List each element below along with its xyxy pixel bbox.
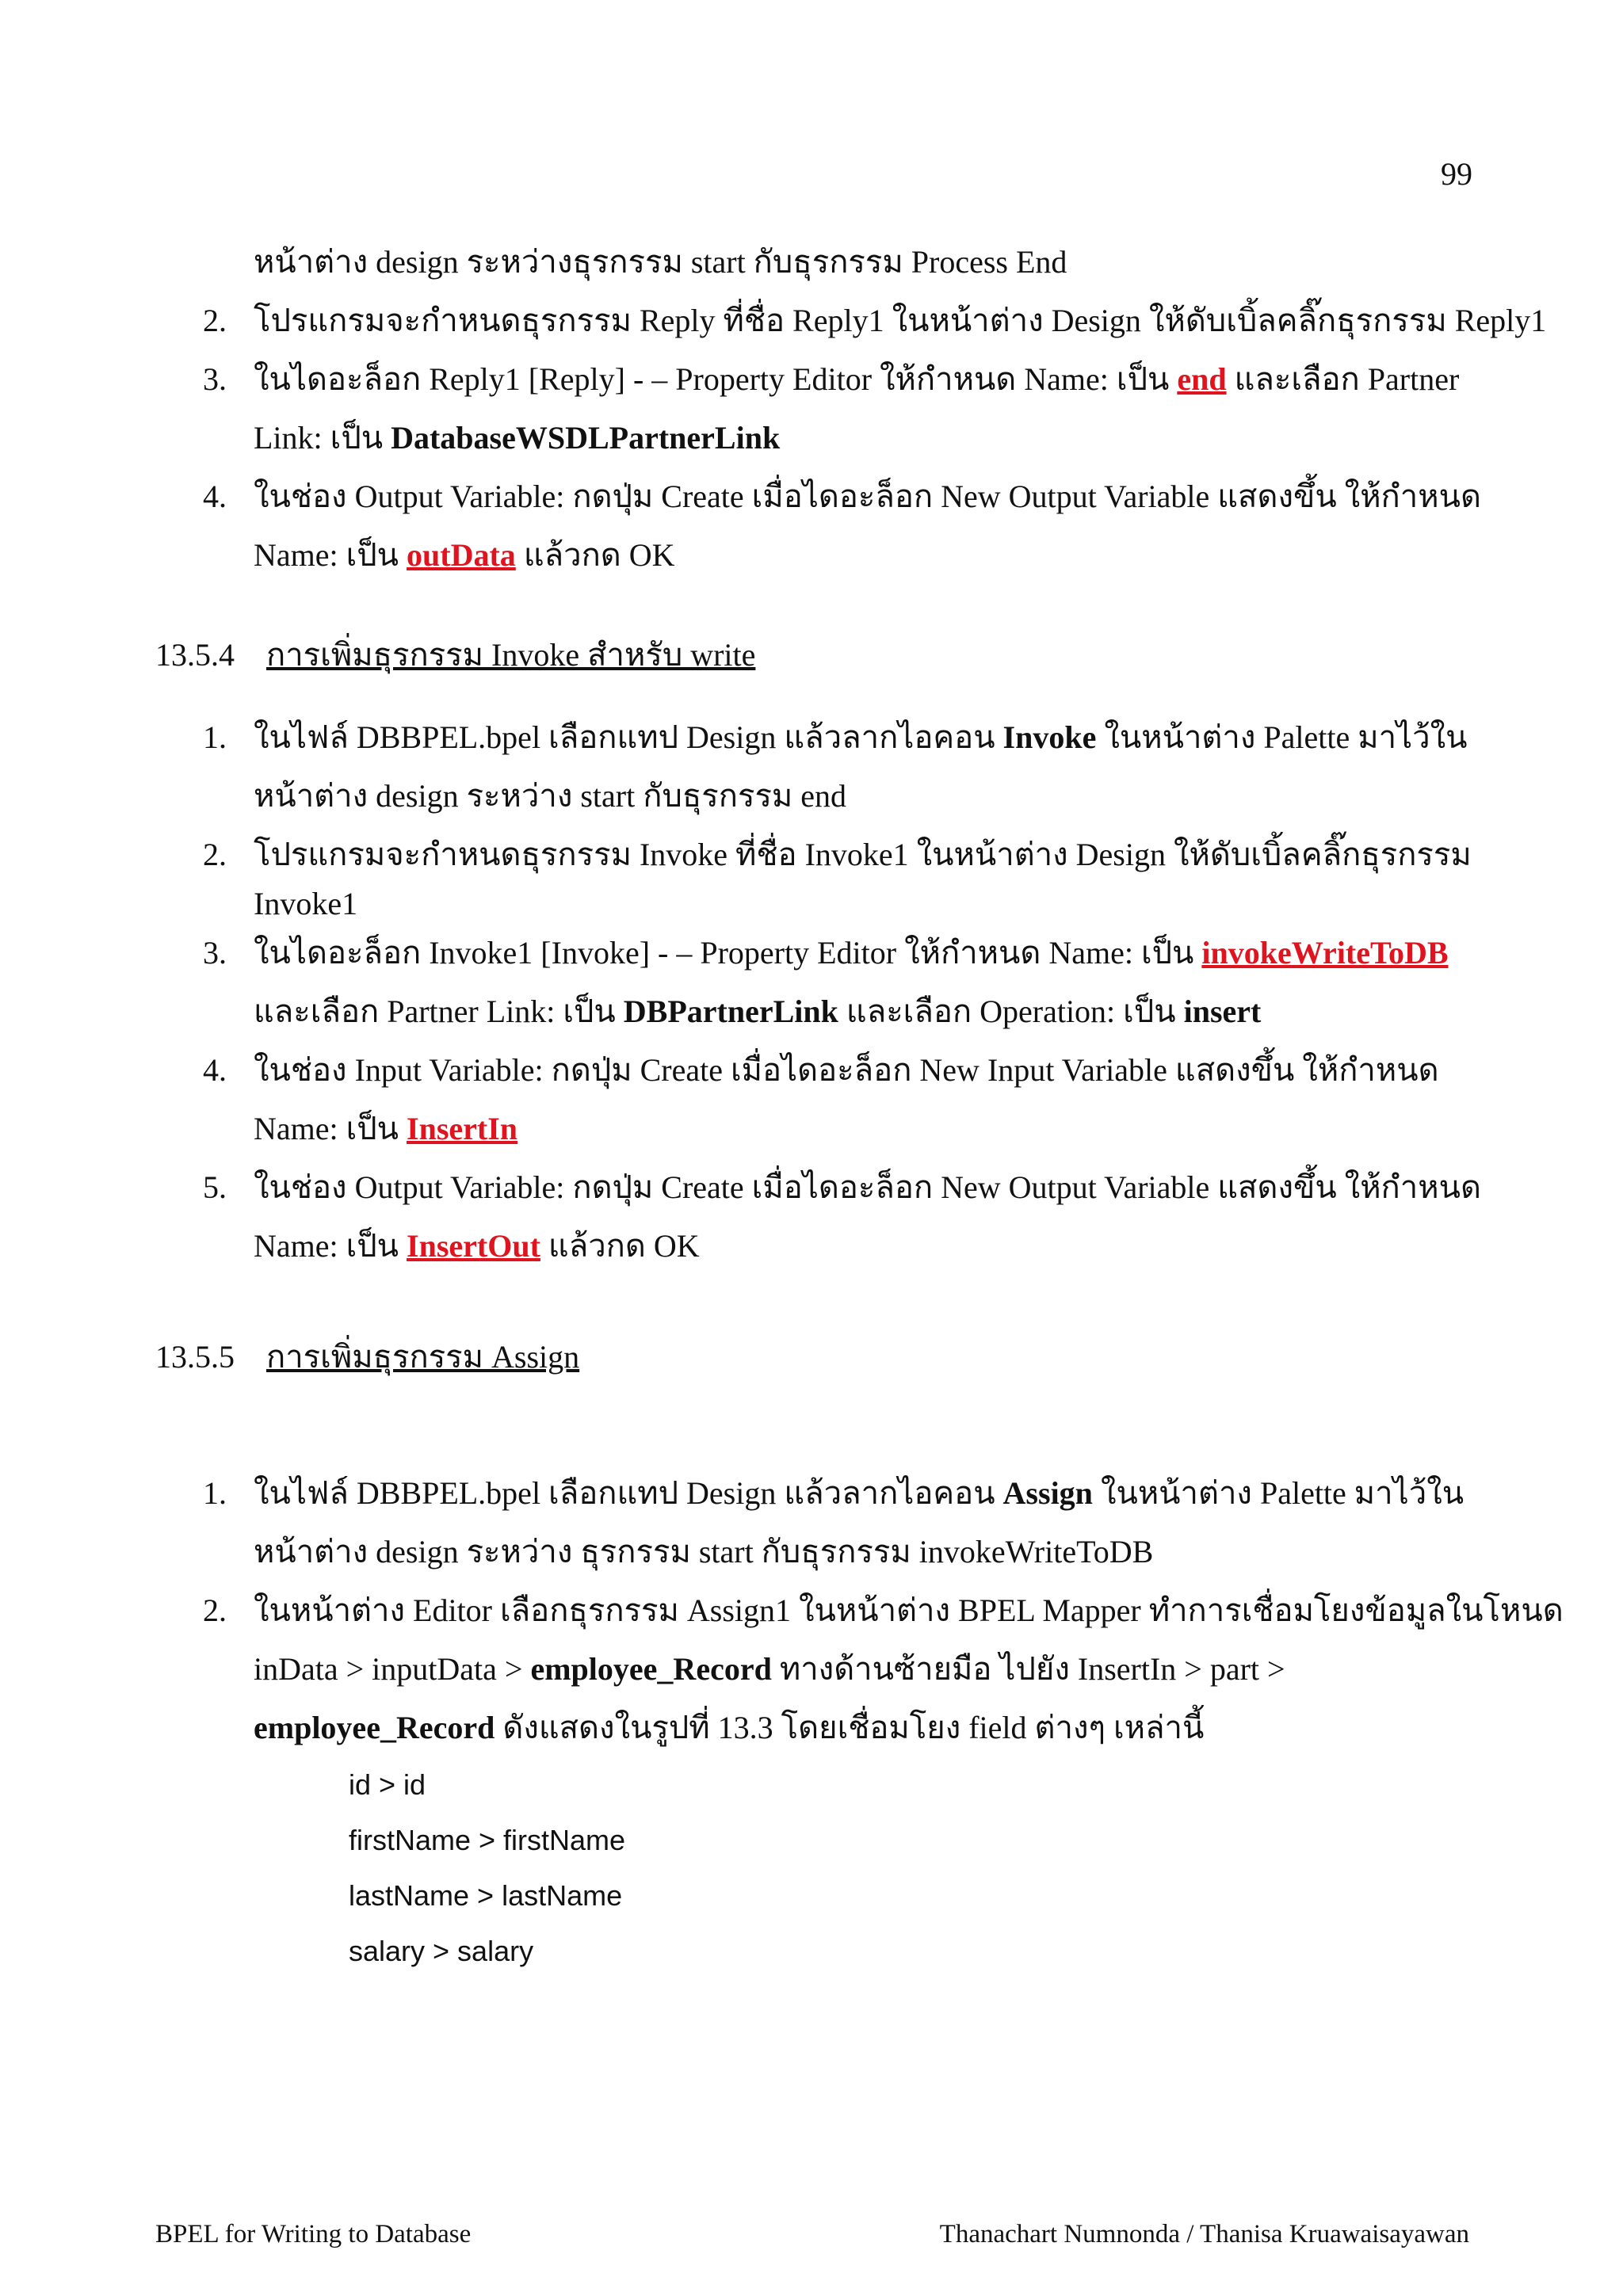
section-number: 13.5.5 [155,1339,235,1375]
text-run: inData > inputData > [254,1651,531,1687]
list-text [254,924,1449,982]
section-heading [155,1331,579,1382]
text-run: ในไฟล์ DBBPEL.bpel เลือกแทป Design แล้วลากไอคอน [254,719,1003,755]
section-number: 13.5.4 [155,637,235,673]
list-continuation [254,982,1261,1041]
list-continuation [254,1699,1204,1757]
text-run: และเลือก Operation: เป็น [838,994,1184,1029]
continuation-text: หน้าต่าง design ระหว่างธุรกรรม start กับธุรกรรม Process End [254,244,1067,280]
highlight-value: outData [407,537,516,573]
list-number: 2. [203,837,227,872]
bold-value: insert [1183,994,1262,1029]
section-title: การเพิ่มธุรกรรม Invoke สำหรับ write [266,637,756,673]
text-run: Invoke1 [254,886,358,921]
highlight-value: InsertIn [407,1111,518,1146]
footer-right: Thanachart Numnonda / Thanisa Kruawaisayawan [939,2220,1469,2248]
bold-value: DatabaseWSDLPartnerLink [391,420,781,456]
text-run: Name: เป็น [254,1111,407,1146]
list-text [254,708,1468,767]
text-run: Link: เป็น [254,420,391,456]
text-run: ในหน้าต่าง Palette มาไว้ใน [1092,1475,1465,1511]
text-run: ทางด้านซ้ายมือ ไปยัง InsertIn > part > [771,1651,1285,1687]
list-number: 3. [203,935,227,971]
section-heading [155,629,755,680]
text-run: ดังแสดงในรูปที่ 13.3 โดยเชื่อมโยง field ต่างๆ เหล่านี้ [495,1710,1205,1745]
text-run: หน้าต่าง design ระหว่าง start กับธุรกรรม end [254,778,847,814]
mapping-line: firstName > firstName [349,1824,626,1856]
text-run: ในไดอะล็อก Reply1 [Reply] - – Property Editor ให้กำหนด Name: เป็น [254,361,1178,397]
bold-value: employee_Record [530,1651,772,1687]
highlight-value: end [1177,361,1227,397]
mapping-line: salary > salary [349,1935,534,1967]
list-number: 3. [203,361,227,397]
list-continuation [254,1523,1153,1581]
list-number: 2. [203,303,227,338]
list-text: ในช่อง Output Variable: กดปุ่ม Create เมื่อไดอะล็อก New Output Variable แสดงขึ้น ให้กำหนด [254,479,1481,514]
text-run: ในไฟล์ DBBPEL.bpel เลือกแทป Design แล้วลากไอคอน [254,1475,1003,1511]
text-run: และเลือก Partner Link: เป็น [254,994,624,1029]
highlight-value: InsertOut [407,1228,540,1264]
list-text: ในช่อง Input Variable: กดปุ่ม Create เมื่อไดอะล็อก New Input Variable แสดงขึ้น ให้กำหนด [254,1052,1439,1088]
list-text [254,1464,1464,1523]
text-run: Name: เป็น [254,1228,407,1264]
bold-value: DBPartnerLink [623,994,838,1029]
text-run: แล้วกด OK [540,1228,700,1264]
bold-value: employee_Record [254,1710,495,1745]
mapping-line: id > id [349,1768,426,1801]
list-number: 2. [203,1592,227,1628]
list-continuation [254,526,675,585]
list-continuation [254,767,846,826]
list-number: 1. [203,1475,227,1511]
highlight-value: invokeWriteToDB [1201,935,1449,971]
bold-value: Invoke [1002,719,1097,755]
list-text: ในช่อง Output Variable: กดปุ่ม Create เมื่อไดอะล็อก New Output Variable แสดงขึ้น ให้กำหนด [254,1169,1481,1205]
mapping-line: lastName > lastName [349,1879,623,1912]
list-continuation [254,1100,517,1158]
list-continuation [254,1217,700,1276]
bold-value: Assign [1002,1475,1093,1511]
list-number: 1. [203,719,227,755]
footer-left: BPEL for Writing to Database [155,2220,472,2248]
text-run: หน้าต่าง design ระหว่าง ธุรกรรม start กับธุรกรรม invokeWriteToDB [254,1534,1154,1569]
text-run: ในหน้าต่าง Palette มาไว้ใน [1096,719,1468,755]
list-text [254,350,1459,409]
list-number: 5. [203,1169,227,1205]
text-run: แล้วกด OK [515,537,675,573]
text-run: และเลือก Partner [1226,361,1460,397]
text-run: ในไดอะล็อก Invoke1 [Invoke] - – Property Editor ให้กำหนด Name: เป็น [254,935,1202,971]
list-number: 4. [203,479,227,514]
text-run: Name: เป็น [254,537,407,573]
continuation-line [254,233,1067,292]
list-continuation [254,409,780,467]
list-number: 4. [203,1052,227,1088]
section-title: การเพิ่มธุรกรรม Assign [266,1339,580,1375]
list-text: โปรแกรมจะกำหนดธุรกรรม Invoke ที่ชื่อ Invoke1 ในหน้าต่าง Design ให้ดับเบิ้ลคลิ๊กธุรกรรม [254,837,1472,872]
list-text: ในหน้าต่าง Editor เลือกธุรกรรม Assign1 ในหน้าต่าง BPEL Mapper ทำการเชื่อมโยงข้อมูลในโหนด [254,1592,1564,1628]
list-continuation [254,1640,1285,1699]
page-number: 99 [1441,156,1472,192]
list-text: โปรแกรมจะกำหนดธุรกรรม Reply ที่ชื่อ Reply1 ในหน้าต่าง Design ให้ดับเบิ้ลคลิ๊กธุรกรรม Reply1 [254,303,1547,338]
